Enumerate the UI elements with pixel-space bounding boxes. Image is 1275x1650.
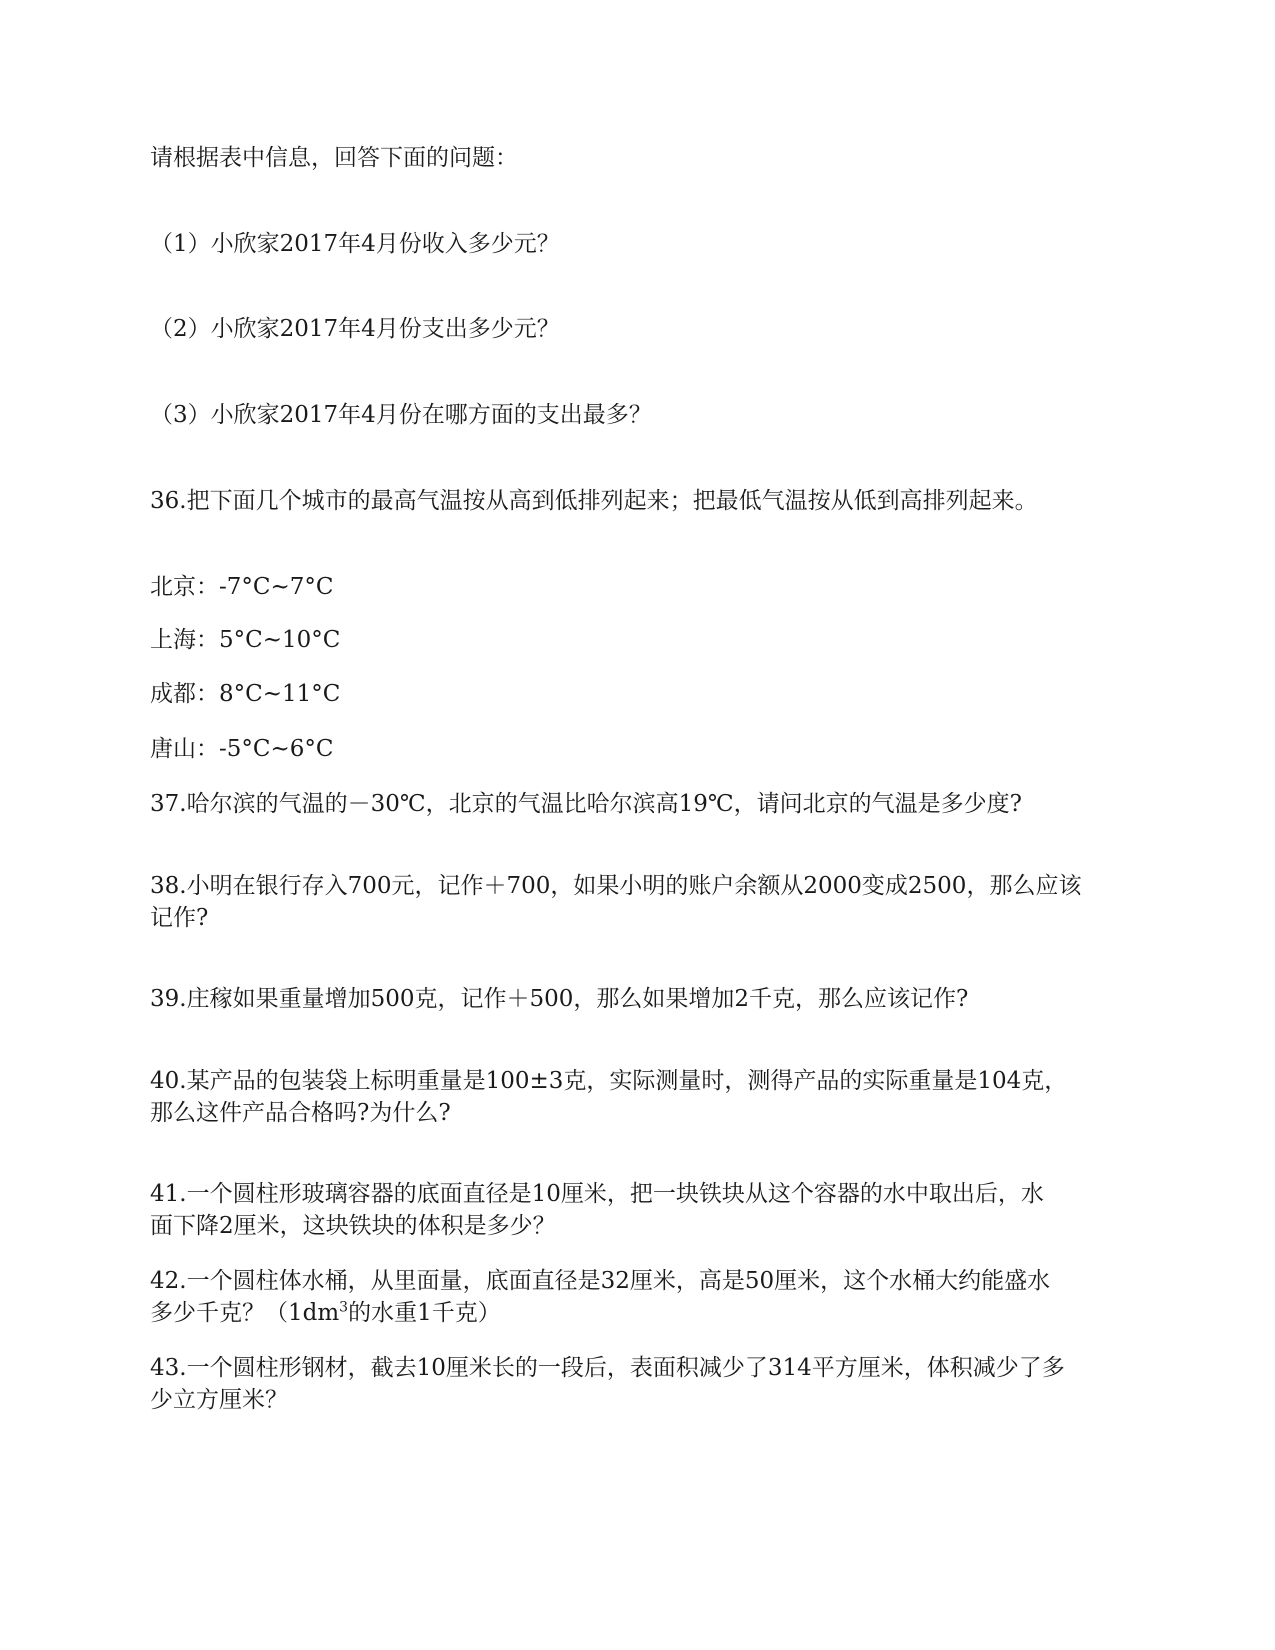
question-41-line-2: 面下降2厘米，这块铁块的体积是多少？	[150, 1213, 556, 1239]
sub-question-2: （2）小欣家2017年4月份支出多少元？	[150, 316, 560, 342]
question-42-line-2	[150, 1297, 501, 1329]
city-shanghai: 上海：5°C~10°C	[150, 627, 341, 653]
city-chengdu: 成都：8°C~11°C	[150, 681, 341, 707]
sub-question-3: （3）小欣家2017年4月份在哪方面的支出最多？	[150, 402, 652, 428]
city-beijing: 北京：-7°C~7°C	[150, 574, 334, 600]
question-43-line-2: 少立方厘米？	[150, 1387, 288, 1413]
question-37: 37.哈尔滨的气温的－30℃，北京的气温比哈尔滨高19℃，请问北京的气温是多少度?	[150, 791, 1022, 817]
question-43-line-1: 43.一个圆柱形钢材，截去10厘米长的一段后，表面积减少了314平方厘米，体积减少了多	[150, 1355, 1065, 1381]
question-40-line-2: 那么这件产品合格吗?为什么?	[150, 1100, 451, 1126]
question-36: 36.把下面几个城市的最高气温按从高到低排列起来；把最低气温按从低到高排列起来。	[150, 488, 1038, 514]
cubic-superscript: 3	[339, 1299, 349, 1316]
question-39: 39.庄稼如果重量增加500克，记作＋500，那么如果增加2千克，那么应该记作?	[150, 986, 969, 1012]
sub-question-1: （1）小欣家2017年4月份收入多少元？	[150, 231, 560, 257]
question-38-line-2: 记作?	[150, 905, 209, 931]
city-tangshan: 唐山：-5°C~6°C	[150, 736, 334, 762]
question-42-line-1: 42.一个圆柱体水桶，从里面量，底面直径是32厘米，高是50厘米，这个水桶大约能盛水	[150, 1268, 1051, 1294]
question-42-line-2-start: 多少千克？（1dm	[150, 1300, 340, 1326]
question-40-line-1: 40.某产品的包装袋上标明重量是100±3克，实际测量时，测得产品的实际重量是104克，	[150, 1068, 1068, 1094]
intro-text: 请根据表中信息，回答下面的问题：	[150, 145, 518, 171]
question-42-line-2-end: 的水重1千克）	[348, 1300, 501, 1326]
question-41-line-1: 41.一个圆柱形玻璃容器的底面直径是10厘米，把一块铁块从这个容器的水中取出后，水	[150, 1181, 1044, 1207]
question-38-line-1: 38.小明在银行存入700元，记作＋700，如果小明的账户余额从2000变成2500，那么应该	[150, 873, 1082, 899]
